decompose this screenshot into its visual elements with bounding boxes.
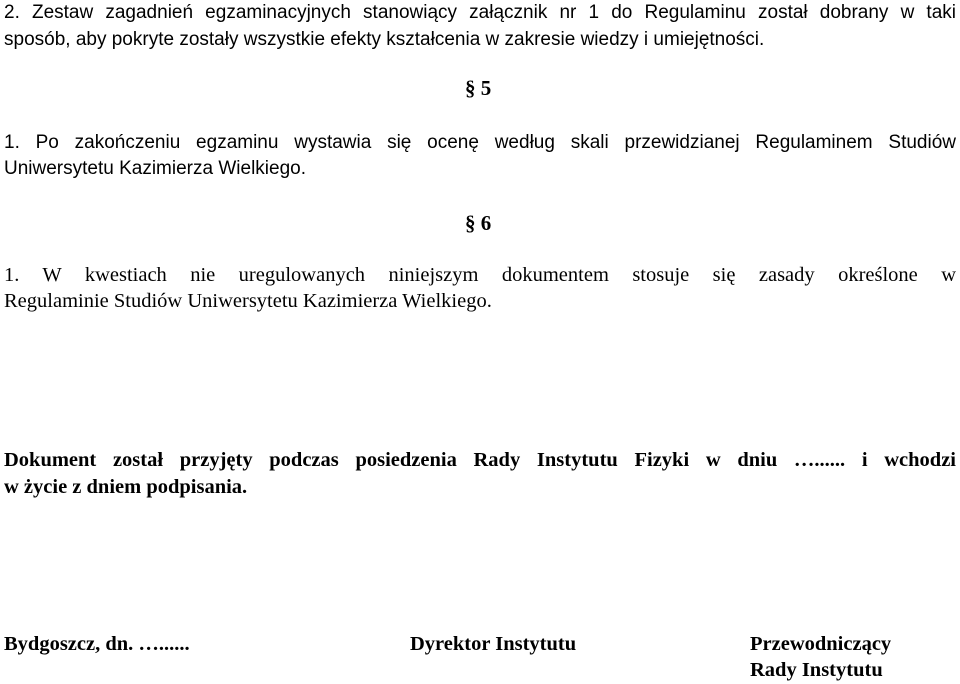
chair-signature-label-line-1: Przewodniczący: [750, 633, 892, 655]
chair-signature-label-line-2: Rady Instytutu: [750, 659, 883, 681]
section-6-line-2: Regulaminie Studiów Uniwersytetu Kazimierza Wielkiego.: [4, 290, 492, 312]
place-date: Bydgoszcz, dn. …......: [4, 633, 190, 655]
adoption-line-1: Dokument został przyjęty podczas posiedzenia Rady Instytutu Fizyki w dniu …...... i wchodzi: [4, 449, 956, 471]
intro-line-1: 2. Zestaw zagadnień egzaminacyjnych stanowiący załącznik nr 1 do Regulaminu został dobrany w taki: [4, 2, 956, 23]
director-signature-label: Dyrektor Instytutu: [410, 633, 577, 655]
section-6-heading: § 6: [465, 211, 492, 235]
section-5-line-1: 1. Po zakończeniu egzaminu wystawia się ocenę według skali przewidzianej Regulaminem Studiów: [4, 132, 956, 153]
intro-line-2: sposób, aby pokryte zostały wszystkie efekty kształcenia w zakresie wiedzy i umiejętności.: [4, 29, 765, 50]
adoption-line-2: w życie z dniem podpisania.: [4, 476, 248, 498]
section-5-line-2: Uniwersytetu Kazimierza Wielkiego.: [4, 158, 306, 179]
section-5-heading: § 5: [465, 76, 492, 100]
section-6-line-1: 1. W kwestiach nie uregulowanych niniejszym dokumentem stosuje się zasady określone w: [4, 264, 956, 286]
